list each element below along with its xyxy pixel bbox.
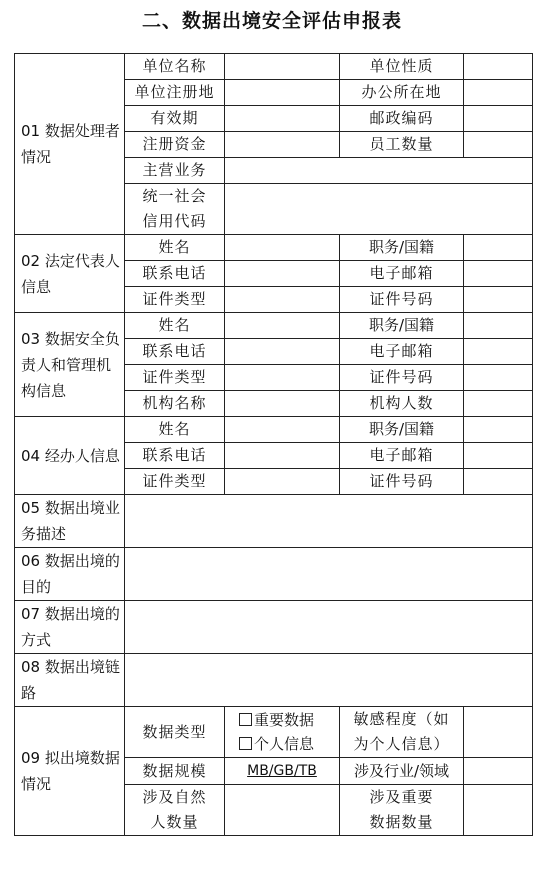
field-label: 机构人数 (340, 391, 464, 417)
field-label: 联系电话 (125, 443, 225, 469)
section-label-09: 09 拟出境数据情况 (15, 707, 125, 836)
table-row (15, 417, 533, 443)
scale-unit: MB/GB/TB (247, 763, 317, 779)
handler-position-field[interactable] (464, 417, 533, 443)
option-personal-info[interactable]: 个人信息 (239, 732, 337, 756)
persons-field[interactable] (225, 785, 340, 836)
field-label: 有效期 (125, 106, 225, 132)
field-label: 联系电话 (125, 339, 225, 365)
security-lead-name-field[interactable] (225, 313, 340, 339)
industry-field[interactable] (464, 758, 533, 785)
field-label: 姓名 (125, 235, 225, 261)
field-label: 数据规模 (125, 758, 225, 785)
field-label: 数据类型 (125, 707, 225, 758)
office-place-field[interactable] (464, 80, 533, 106)
security-lead-position-field[interactable] (464, 313, 533, 339)
field-label: 联系电话 (125, 261, 225, 287)
reg-place-field[interactable] (225, 80, 340, 106)
field-label: 机构名称 (125, 391, 225, 417)
table-row (15, 313, 533, 339)
section-label-01: 01 数据处理者情况 (15, 54, 125, 235)
field-label: 涉及行业/领域 (340, 758, 464, 785)
section-label-03: 03 数据安全负责人和管理机构信息 (15, 313, 125, 417)
legal-rep-phone-field[interactable] (225, 261, 340, 287)
field-label: 职务/国籍 (340, 235, 464, 261)
security-lead-id-no-field[interactable] (464, 365, 533, 391)
main-business-field[interactable] (225, 158, 533, 184)
field-label: 电子邮箱 (340, 443, 464, 469)
handler-id-no-field[interactable] (464, 469, 533, 495)
declaration-form-table (14, 53, 533, 836)
field-label: 姓名 (125, 417, 225, 443)
field-label: 主营业务 (125, 158, 225, 184)
legal-rep-position-field[interactable] (464, 235, 533, 261)
field-label: 单位性质 (340, 54, 464, 80)
table-row (15, 495, 533, 548)
field-label: 办公所在地 (340, 80, 464, 106)
checkbox-icon[interactable] (239, 737, 252, 750)
business-description-field[interactable] (125, 495, 533, 548)
field-label: 电子邮箱 (340, 339, 464, 365)
legal-rep-id-type-field[interactable] (225, 287, 340, 313)
table-row (15, 654, 533, 707)
important-qty-field[interactable] (464, 785, 533, 836)
legal-rep-id-no-field[interactable] (464, 287, 533, 313)
data-scale-field[interactable] (225, 758, 340, 785)
section-label-06: 06 数据出境的目的 (15, 548, 125, 601)
table-row (15, 707, 533, 758)
unit-nature-field[interactable] (464, 54, 533, 80)
field-label: 职务/国籍 (340, 313, 464, 339)
employees-field[interactable] (464, 132, 533, 158)
reg-capital-field[interactable] (225, 132, 340, 158)
field-label: 员工数量 (340, 132, 464, 158)
table-row (15, 54, 533, 80)
handler-phone-field[interactable] (225, 443, 340, 469)
field-label: 证件号码 (340, 469, 464, 495)
purpose-field[interactable] (125, 548, 533, 601)
checkbox-icon[interactable] (239, 713, 252, 726)
field-label: 证件号码 (340, 365, 464, 391)
method-field[interactable] (125, 601, 533, 654)
table-row (15, 601, 533, 654)
data-type-options (225, 707, 340, 758)
security-lead-phone-field[interactable] (225, 339, 340, 365)
field-label: 涉及重要数据数量 (340, 785, 464, 836)
security-lead-id-type-field[interactable] (225, 365, 340, 391)
credit-code-field[interactable] (225, 184, 533, 235)
field-label: 敏感程度（如为个人信息） (340, 707, 464, 758)
field-label: 职务/国籍 (340, 417, 464, 443)
field-label: 证件号码 (340, 287, 464, 313)
field-label: 电子邮箱 (340, 261, 464, 287)
org-name-field[interactable] (225, 391, 340, 417)
unit-name-field[interactable] (225, 54, 340, 80)
org-count-field[interactable] (464, 391, 533, 417)
field-label: 单位名称 (125, 54, 225, 80)
validity-field[interactable] (225, 106, 340, 132)
field-label: 单位注册地 (125, 80, 225, 106)
section-label-05: 05 数据出境业务描述 (15, 495, 125, 548)
field-label: 证件类型 (125, 365, 225, 391)
table-row (15, 548, 533, 601)
sensitivity-field[interactable] (464, 707, 533, 758)
link-field[interactable] (125, 654, 533, 707)
handler-id-type-field[interactable] (225, 469, 340, 495)
section-label-04: 04 经办人信息 (15, 417, 125, 495)
section-label-02: 02 法定代表人信息 (15, 235, 125, 313)
section-label-07: 07 数据出境的方式 (15, 601, 125, 654)
field-label: 姓名 (125, 313, 225, 339)
field-label: 证件类型 (125, 469, 225, 495)
legal-rep-name-field[interactable] (225, 235, 340, 261)
handler-email-field[interactable] (464, 443, 533, 469)
field-label: 涉及自然人数量 (125, 785, 225, 836)
page-title: 二、数据出境安全评估申报表 (141, 10, 402, 32)
option-important-data[interactable]: 重要数据 (239, 708, 337, 732)
field-label: 证件类型 (125, 287, 225, 313)
security-lead-email-field[interactable] (464, 339, 533, 365)
table-row (15, 235, 533, 261)
handler-name-field[interactable] (225, 417, 340, 443)
field-label: 邮政编码 (340, 106, 464, 132)
field-label: 统一社会信用代码 (125, 184, 225, 235)
field-label: 注册资金 (125, 132, 225, 158)
postcode-field[interactable] (464, 106, 533, 132)
section-label-08: 08 数据出境链路 (15, 654, 125, 707)
legal-rep-email-field[interactable] (464, 261, 533, 287)
